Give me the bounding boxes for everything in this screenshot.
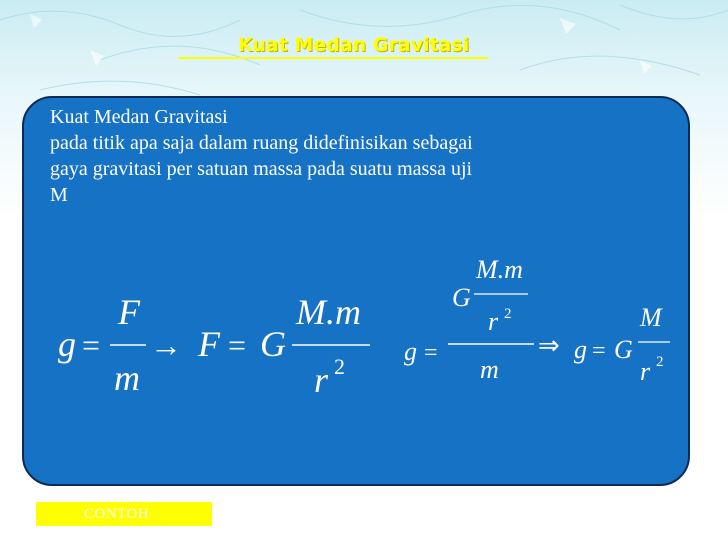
eq-right-g: g xyxy=(404,337,417,366)
eq-left-m-denominator: m xyxy=(114,358,140,398)
eq-left-F-numerator: F xyxy=(118,292,140,332)
equation-left xyxy=(52,290,382,410)
definition-line-2: pada titik apa saja dalam ruang didefinisikan sebagai xyxy=(50,132,473,154)
title-underline xyxy=(178,57,488,59)
eq-right-G-top: G xyxy=(452,283,471,312)
eq-left-arrow: → xyxy=(150,327,182,363)
eq-right-M: M xyxy=(640,303,662,332)
eq-right-equals-2: = xyxy=(592,338,606,364)
eq-left-r: r xyxy=(314,360,329,400)
eq-right-exp2: 2 xyxy=(656,354,664,370)
eq-left-equals-2: = xyxy=(228,327,247,363)
eq-left-equals-1: = xyxy=(82,327,101,363)
contoh-label: CONTOH xyxy=(84,505,150,522)
definition-line-1: Kuat Medan Gravitasi xyxy=(50,106,228,128)
eq-right-r2: r xyxy=(640,357,651,386)
eq-right-g2: g xyxy=(574,335,587,364)
eq-right-arrow: ⇒ xyxy=(538,331,560,360)
eq-left-G: G xyxy=(260,324,286,364)
eq-left-g: g xyxy=(58,324,76,364)
definition-line-4: M xyxy=(50,184,68,206)
contoh-button[interactable] xyxy=(36,502,212,526)
equation-right xyxy=(400,250,690,400)
definition-line-3: gaya gravitasi per satuan massa pada suatu massa uji xyxy=(50,158,473,180)
eq-right-exp-inner: 2 xyxy=(504,306,512,322)
eq-right-r-inner: r xyxy=(488,307,499,336)
eq-right-equals-1: = xyxy=(424,340,438,366)
eq-right-G2: G xyxy=(614,335,633,364)
slide-title: Kuat Medan Gravitasi xyxy=(238,34,470,56)
eq-left-F: F xyxy=(198,324,220,364)
definition-text xyxy=(50,104,700,208)
eq-left-exponent: 2 xyxy=(334,354,345,379)
eq-left-Mm: M.m xyxy=(296,292,361,332)
eq-right-m-denominator: m xyxy=(480,355,499,384)
eq-right-Mm: M.m xyxy=(476,255,523,284)
